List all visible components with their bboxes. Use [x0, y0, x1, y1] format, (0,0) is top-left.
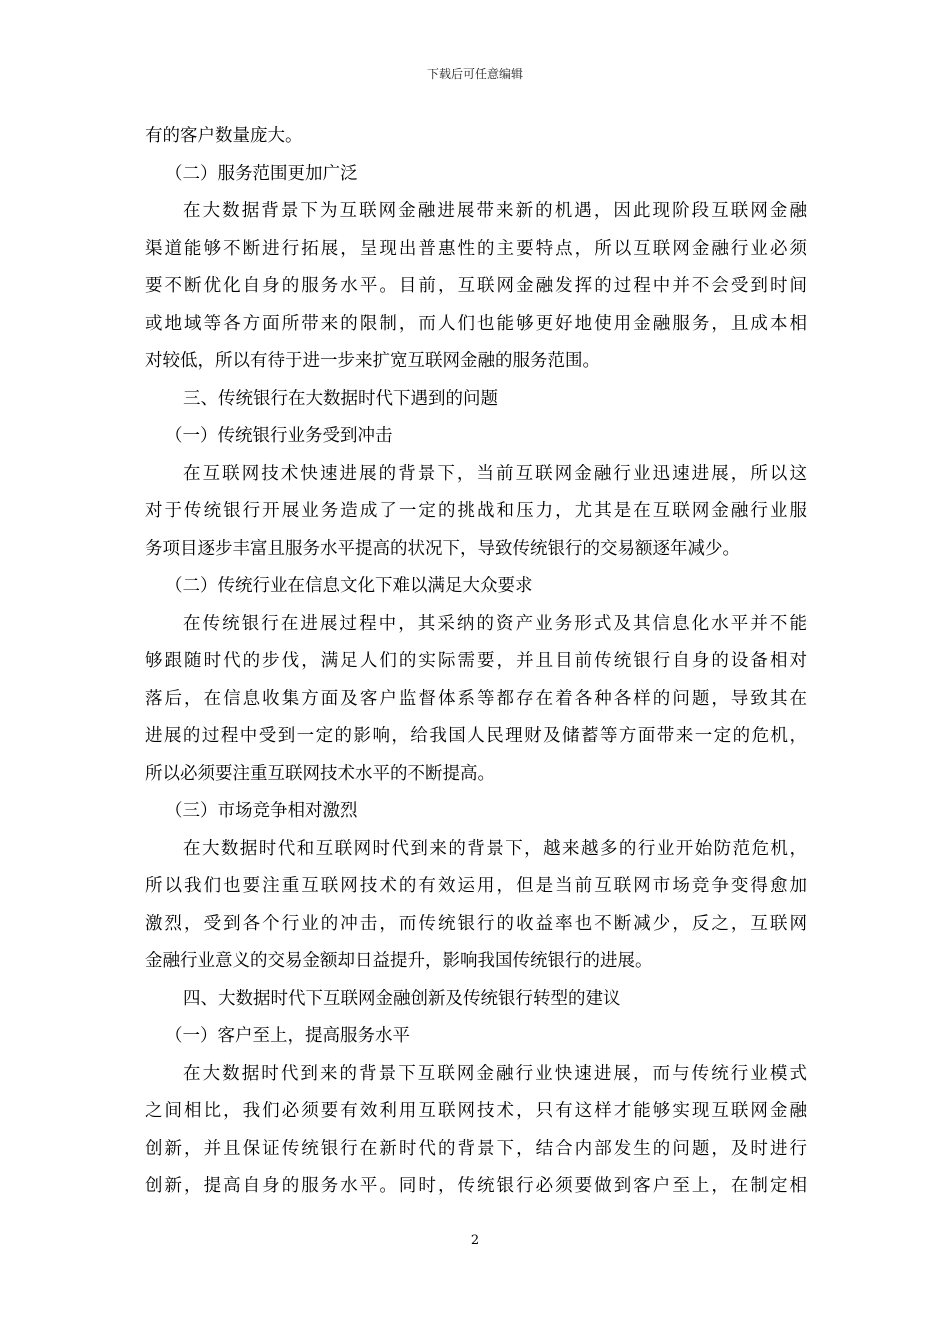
paragraph-line: 渠道能够不断进行拓展，呈现出普惠性的主要特点，所以互联网金融行业必须 — [145, 238, 807, 259]
page-number: 2 — [470, 1233, 480, 1248]
subsection-heading: （二）服务范围更加广泛 — [165, 163, 358, 184]
subsection-heading: （三）市场竞争相对激烈 — [165, 801, 358, 821]
paragraph-line: 对于传统银行开展业务造成了一定的挑战和压力，尤其是在互联网金融行业服 — [145, 501, 807, 521]
paragraph-first-line: 在大数据时代和互联网时代到来的背景下，越来越多的行业开始防范危机， — [183, 838, 807, 859]
paragraph-line: 创新，并且保证传统银行在新时代的背景下，结合内部发生的问题，及时进行 — [145, 1138, 807, 1159]
paragraph-first-line: 在大数据时代到来的背景下互联网金融行业快速进展，而与传统行业模式 — [183, 1063, 807, 1084]
subsection-heading: （二）传统行业在信息文化下难以满足大众要求 — [165, 576, 533, 596]
paragraph-line: 或地域等各方面所带来的限制，而人们也能够更好地使用金融服务，且成本相 — [145, 313, 807, 334]
paragraph-line: 要不断优化自身的服务水平。目前，互联网金融发挥的过程中并不会受到时间 — [145, 276, 807, 296]
paragraph-line: 进展的过程中受到一定的影响，给我国人民理财及储蓄等方面带来一定的危机， — [145, 726, 807, 746]
paragraph-first-line: 在大数据背景下为互联网金融进展带来新的机遇，因此现阶段互联网金融 — [183, 201, 807, 221]
section-heading: 四、大数据时代下互联网金融创新及传统银行转型的建议 — [183, 988, 621, 1009]
paragraph-line: 激烈，受到各个行业的冲击，而传统银行的收益率也不断减少，反之，互联网 — [145, 913, 807, 934]
paragraph-line: 务项目逐步丰富且服务水平提高的状况下，导致传统银行的交易额逐年减少。 — [145, 538, 740, 559]
subsection-heading: （一）客户至上，提高服务水平 — [165, 1026, 410, 1046]
subsection-heading: （一）传统银行业务受到冲击 — [165, 426, 393, 446]
paragraph-line: 有的客户数量庞大。 — [145, 126, 303, 146]
paragraph-line: 创新，提高自身的服务水平。同时，传统银行必须要做到客户至上，在制定相 — [145, 1176, 807, 1196]
paragraph-line: 金融行业意义的交易金额却日益提升，影响我国传统银行的进展。 — [145, 951, 653, 971]
page-header: 下载后可任意编辑 — [426, 67, 523, 81]
paragraph-line: 之间相比，我们必须要有效利用互联网技术，只有这样才能够实现互联网金融 — [145, 1101, 807, 1121]
document-body — [145, 118, 807, 1206]
paragraph-line: 落后，在信息收集方面及客户监督体系等都存在着各种各样的问题，导致其在 — [145, 688, 807, 709]
paragraph-line: 所以我们也要注重互联网技术的有效运用，但是当前互联网市场竞争变得愈加 — [145, 876, 807, 896]
paragraph-first-line: 在传统银行在进展过程中，其采纳的资产业务形式及其信息化水平并不能 — [183, 613, 807, 634]
paragraph-first-line: 在互联网技术快速进展的背景下，当前互联网金融行业迅速进展，所以这 — [183, 463, 807, 484]
section-heading: 三、传统银行在大数据时代下遇到的问题 — [183, 388, 498, 409]
paragraph-line: 所以必须要注重互联网技术水平的不断提高。 — [145, 763, 495, 784]
paragraph-line: 够跟随时代的步伐，满足人们的实际需要，并且目前传统银行自身的设备相对 — [145, 651, 807, 671]
paragraph-line: 对较低，所以有待于进一步来扩宽互联网金融的服务范围。 — [145, 351, 600, 371]
